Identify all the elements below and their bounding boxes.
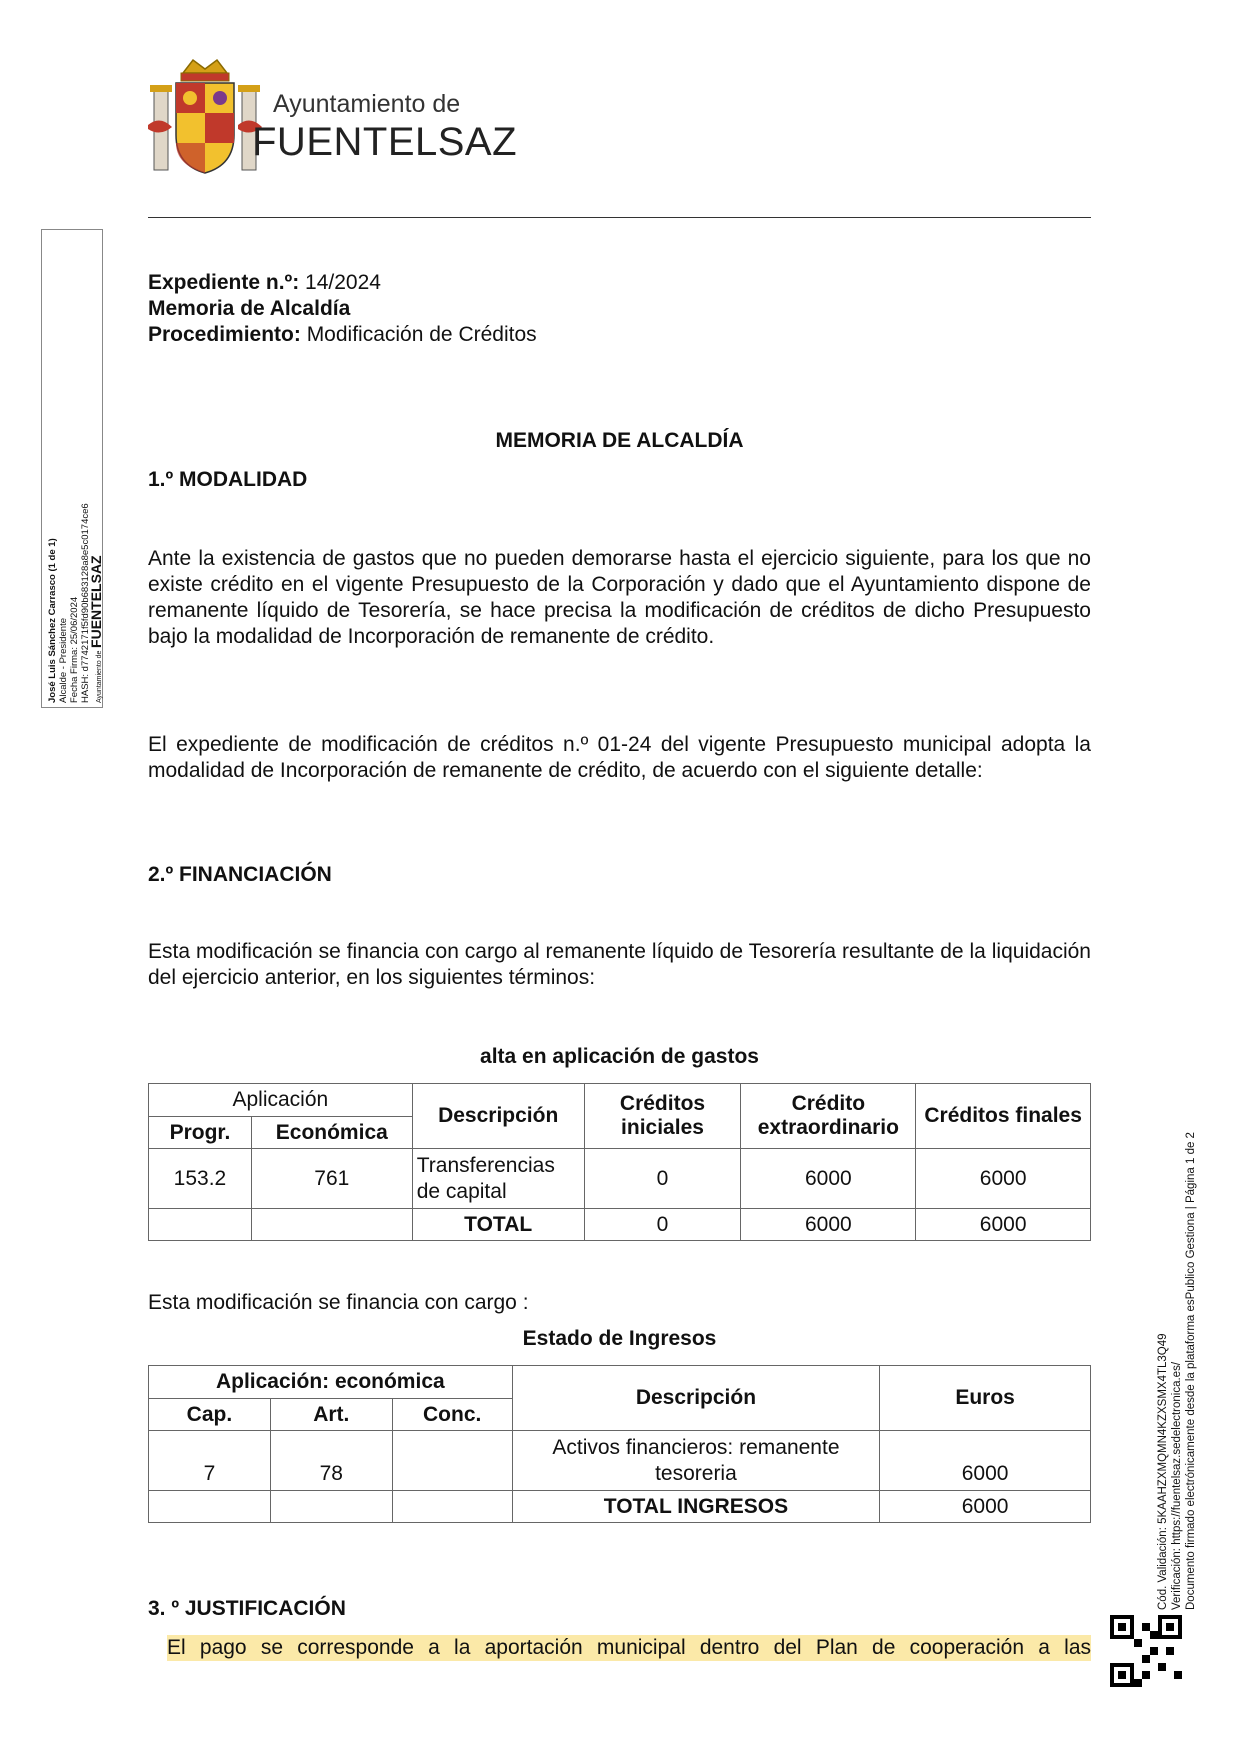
header-aplicacion-economica: Aplicación: económica bbox=[149, 1366, 513, 1399]
validation-code: Cód. Validación: 5KAAHZXMQMN4KZXSMX4TL3Q49 bbox=[1157, 1333, 1169, 1610]
procedimiento-label: Procedimiento: bbox=[148, 323, 301, 346]
header-progr: Progr. bbox=[149, 1117, 252, 1149]
cell-finales: 6000 bbox=[916, 1149, 1091, 1209]
section-2-title: 2.º FINANCIACIÓN bbox=[148, 863, 332, 886]
logo-line2: FUENTELSAZ bbox=[252, 120, 518, 164]
signature-brand-big: FUENTELSAZ bbox=[88, 555, 104, 648]
signature-brand-small: Ayuntamiento de bbox=[96, 650, 103, 703]
table2-caption: Estado de Ingresos bbox=[522, 1327, 717, 1350]
cell-descripcion: Activos financieros: remanente tesoreria bbox=[512, 1431, 880, 1491]
header-euros: Euros bbox=[880, 1366, 1091, 1431]
memoria-label: Memoria de Alcaldía bbox=[148, 297, 351, 320]
header-descripcion: Descripción bbox=[412, 1084, 584, 1149]
total-finales: 6000 bbox=[916, 1209, 1091, 1241]
header-divider bbox=[148, 217, 1091, 218]
table1-caption: alta en aplicación de gastos bbox=[480, 1045, 759, 1068]
income-table bbox=[148, 1365, 1091, 1523]
header-creditos-iniciales: Créditos iniciales bbox=[584, 1084, 741, 1149]
cell-euros: 6000 bbox=[880, 1431, 1091, 1491]
section-1-paragraph-2: El expediente de modificación de créditos n.º 01-24 del vigente Presupuesto municipal adopta la modalidad de Incorporación de remanente de crédito, de acuerdo con el siguiente detalle: bbox=[148, 733, 1091, 782]
cell-conc bbox=[392, 1431, 512, 1491]
total-row bbox=[149, 1209, 1091, 1241]
section-3-title: 3. º JUSTIFICACIÓN bbox=[148, 1597, 346, 1620]
signer-role: Alcalde - Presidente bbox=[58, 617, 69, 703]
section-2-paragraph-1: Esta modificación se financia con cargo al remanente líquido de Tesorería resultante de la liquidación del ejercicio anterior, en los siguientes términos: bbox=[148, 940, 1091, 989]
header-credito-extraordinario: Crédito extraordinario bbox=[741, 1084, 916, 1149]
table-row bbox=[149, 1149, 1091, 1209]
cell-economica: 761 bbox=[251, 1149, 412, 1209]
cell-descripcion: Transferencias de capital bbox=[412, 1149, 584, 1209]
verification-side bbox=[1146, 1090, 1216, 1610]
total-iniciales: 0 bbox=[584, 1209, 741, 1241]
header-conc: Conc. bbox=[392, 1399, 512, 1431]
signed-platform-note: Documento firmado electrónicamente desde la plataforma esPublico Gestiona | Página 1 de 2 bbox=[1185, 1132, 1197, 1610]
header-aplicacion: Aplicación bbox=[149, 1084, 413, 1117]
signature-box bbox=[41, 229, 103, 708]
signer-name: José Luis Sánchez Carrasco (1 de 1) bbox=[47, 538, 58, 703]
document-title: MEMORIA DE ALCALDÍA bbox=[495, 429, 744, 452]
header-descripcion: Descripción bbox=[512, 1366, 880, 1431]
section-3-paragraph-1: El pago se corresponde a la aportación municipal dentro del Plan de cooperación a las bbox=[167, 1636, 1091, 1659]
signature-hash: HASH: d7742171f5fd90b683128a8e5c0174ce6 bbox=[80, 503, 91, 703]
header-cap: Cap. bbox=[149, 1399, 271, 1431]
verification-url[interactable]: Verificación: https://fuentelsaz.sedelectronica.es/ bbox=[1171, 1361, 1183, 1610]
total-row bbox=[149, 1491, 1091, 1523]
total-ingresos-label: TOTAL INGRESOS bbox=[512, 1491, 880, 1523]
header-creditos-finales: Créditos finales bbox=[916, 1084, 1091, 1149]
procedimiento-value: Modificación de Créditos bbox=[300, 323, 537, 346]
cell-cap: 7 bbox=[149, 1431, 271, 1491]
cell-progr: 153.2 bbox=[149, 1149, 252, 1209]
coat-of-arms-icon bbox=[148, 55, 263, 180]
qr-code-icon bbox=[1110, 1615, 1182, 1687]
expediente-label: Expediente n.º: bbox=[148, 271, 300, 294]
total-extraordinario: 6000 bbox=[741, 1209, 916, 1241]
section-1-title: 1.º MODALIDAD bbox=[148, 468, 308, 491]
expenses-table bbox=[148, 1083, 1091, 1241]
expediente-value: 14/2024 bbox=[299, 271, 381, 294]
signature-date: Fecha Firma: 25/06/2024 bbox=[69, 596, 80, 703]
header-art: Art. bbox=[270, 1399, 392, 1431]
section-1-paragraph-1: Ante la existencia de gastos que no pueden demorarse hasta el ejercicio siguiente, para los que no existe crédito en el vigente Presupuesto de la Corporación y dado que el Ayuntamiento dispone de remanente líquido de Tesorería, se hace precisa la modificación de créditos de dicho Presupuesto bajo la modalidad de Incorporación de remanente de crédito. bbox=[148, 547, 1091, 648]
header-economica: Económica bbox=[251, 1117, 412, 1149]
document-meta bbox=[148, 270, 537, 348]
table-row bbox=[149, 1431, 1091, 1491]
total-ingresos-euros: 6000 bbox=[880, 1491, 1091, 1523]
cell-extraordinario: 6000 bbox=[741, 1149, 916, 1209]
total-label: TOTAL bbox=[412, 1209, 584, 1241]
cell-art: 78 bbox=[270, 1431, 392, 1491]
section-2-paragraph-2: Esta modificación se financia con cargo : bbox=[148, 1291, 529, 1314]
logo-line1: Ayuntamiento de bbox=[273, 90, 461, 118]
cell-iniciales: 0 bbox=[584, 1149, 741, 1209]
